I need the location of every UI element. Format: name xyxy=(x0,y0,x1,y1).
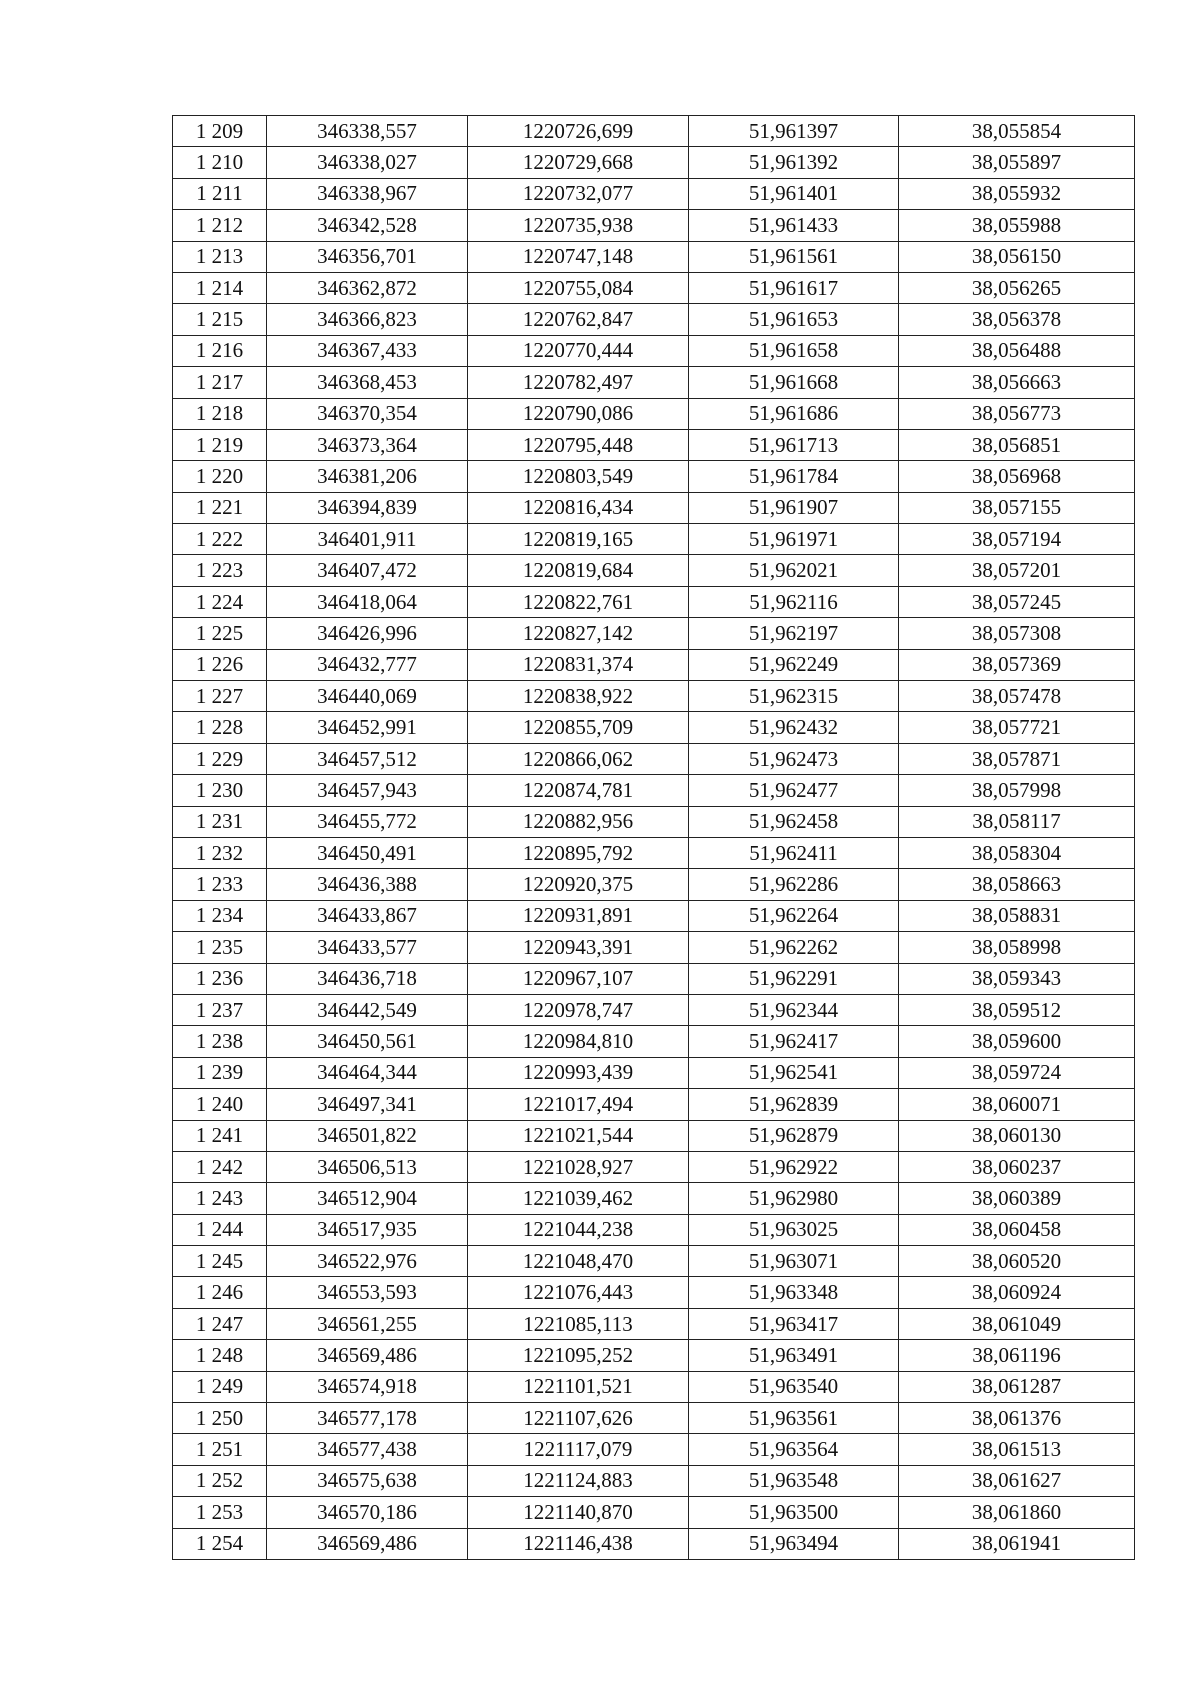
longitude-cell: 38,060389 xyxy=(899,1183,1135,1214)
point-number-cell: 1 221 xyxy=(173,492,267,523)
latitude-cell: 51,962249 xyxy=(689,649,899,680)
x-coordinate-cell: 346497,341 xyxy=(267,1089,468,1120)
point-number-cell: 1 249 xyxy=(173,1371,267,1402)
y-coordinate-cell: 1220838,922 xyxy=(468,681,689,712)
latitude-cell: 51,962458 xyxy=(689,806,899,837)
point-number-cell: 1 227 xyxy=(173,681,267,712)
y-coordinate-cell: 1220831,374 xyxy=(468,649,689,680)
longitude-cell: 38,055932 xyxy=(899,178,1135,209)
y-coordinate-cell: 1220729,668 xyxy=(468,147,689,178)
y-coordinate-cell: 1220782,497 xyxy=(468,367,689,398)
y-coordinate-cell: 1221028,927 xyxy=(468,1151,689,1182)
latitude-cell: 51,962344 xyxy=(689,994,899,1025)
x-coordinate-cell: 346440,069 xyxy=(267,681,468,712)
x-coordinate-cell: 346367,433 xyxy=(267,335,468,366)
longitude-cell: 38,056488 xyxy=(899,335,1135,366)
table-row xyxy=(173,555,1135,586)
y-coordinate-cell: 1220967,107 xyxy=(468,963,689,994)
point-number-cell: 1 214 xyxy=(173,272,267,303)
x-coordinate-cell: 346517,935 xyxy=(267,1214,468,1245)
point-number-cell: 1 242 xyxy=(173,1151,267,1182)
longitude-cell: 38,056150 xyxy=(899,241,1135,272)
y-coordinate-cell: 1220855,709 xyxy=(468,712,689,743)
x-coordinate-cell: 346501,822 xyxy=(267,1120,468,1151)
point-number-cell: 1 234 xyxy=(173,900,267,931)
point-number-cell: 1 215 xyxy=(173,304,267,335)
x-coordinate-cell: 346432,777 xyxy=(267,649,468,680)
table-row xyxy=(173,1403,1135,1434)
latitude-cell: 51,963491 xyxy=(689,1340,899,1371)
table-row xyxy=(173,712,1135,743)
latitude-cell: 51,961668 xyxy=(689,367,899,398)
latitude-cell: 51,961561 xyxy=(689,241,899,272)
y-coordinate-cell: 1220920,375 xyxy=(468,869,689,900)
y-coordinate-cell: 1220747,148 xyxy=(468,241,689,272)
y-coordinate-cell: 1221039,462 xyxy=(468,1183,689,1214)
y-coordinate-cell: 1221124,883 xyxy=(468,1465,689,1496)
table-row xyxy=(173,1246,1135,1277)
x-coordinate-cell: 346436,718 xyxy=(267,963,468,994)
table-row xyxy=(173,367,1135,398)
table-row xyxy=(173,837,1135,868)
x-coordinate-cell: 346457,512 xyxy=(267,743,468,774)
x-coordinate-cell: 346436,388 xyxy=(267,869,468,900)
latitude-cell: 51,962839 xyxy=(689,1089,899,1120)
point-number-cell: 1 226 xyxy=(173,649,267,680)
latitude-cell: 51,961907 xyxy=(689,492,899,523)
latitude-cell: 51,963500 xyxy=(689,1497,899,1528)
point-number-cell: 1 246 xyxy=(173,1277,267,1308)
latitude-cell: 51,963564 xyxy=(689,1434,899,1465)
x-coordinate-cell: 346522,976 xyxy=(267,1246,468,1277)
table-row xyxy=(173,335,1135,366)
x-coordinate-cell: 346338,967 xyxy=(267,178,468,209)
latitude-cell: 51,962291 xyxy=(689,963,899,994)
y-coordinate-cell: 1220803,549 xyxy=(468,461,689,492)
longitude-cell: 38,058117 xyxy=(899,806,1135,837)
latitude-cell: 51,962286 xyxy=(689,869,899,900)
y-coordinate-cell: 1221076,443 xyxy=(468,1277,689,1308)
point-number-cell: 1 241 xyxy=(173,1120,267,1151)
x-coordinate-cell: 346442,549 xyxy=(267,994,468,1025)
x-coordinate-cell: 346394,839 xyxy=(267,492,468,523)
y-coordinate-cell: 1221117,079 xyxy=(468,1434,689,1465)
table-row xyxy=(173,492,1135,523)
latitude-cell: 51,962417 xyxy=(689,1026,899,1057)
point-number-cell: 1 228 xyxy=(173,712,267,743)
table-row xyxy=(173,241,1135,272)
longitude-cell: 38,057998 xyxy=(899,775,1135,806)
x-coordinate-cell: 346577,438 xyxy=(267,1434,468,1465)
table-row xyxy=(173,1277,1135,1308)
x-coordinate-cell: 346401,911 xyxy=(267,524,468,555)
x-coordinate-cell: 346362,872 xyxy=(267,272,468,303)
latitude-cell: 51,963561 xyxy=(689,1403,899,1434)
y-coordinate-cell: 1221017,494 xyxy=(468,1089,689,1120)
latitude-cell: 51,962116 xyxy=(689,586,899,617)
y-coordinate-cell: 1221044,238 xyxy=(468,1214,689,1245)
point-number-cell: 1 236 xyxy=(173,963,267,994)
table-row xyxy=(173,806,1135,837)
y-coordinate-cell: 1220770,444 xyxy=(468,335,689,366)
point-number-cell: 1 216 xyxy=(173,335,267,366)
latitude-cell: 51,963548 xyxy=(689,1465,899,1496)
y-coordinate-cell: 1220735,938 xyxy=(468,210,689,241)
longitude-cell: 38,058998 xyxy=(899,932,1135,963)
longitude-cell: 38,060924 xyxy=(899,1277,1135,1308)
latitude-cell: 51,962477 xyxy=(689,775,899,806)
longitude-cell: 38,055897 xyxy=(899,147,1135,178)
longitude-cell: 38,060071 xyxy=(899,1089,1135,1120)
point-number-cell: 1 220 xyxy=(173,461,267,492)
point-number-cell: 1 210 xyxy=(173,147,267,178)
latitude-cell: 51,961397 xyxy=(689,116,899,147)
longitude-cell: 38,055988 xyxy=(899,210,1135,241)
x-coordinate-cell: 346426,996 xyxy=(267,618,468,649)
longitude-cell: 38,060520 xyxy=(899,1246,1135,1277)
table-row xyxy=(173,649,1135,680)
latitude-cell: 51,962411 xyxy=(689,837,899,868)
table-row xyxy=(173,1497,1135,1528)
point-number-cell: 1 213 xyxy=(173,241,267,272)
y-coordinate-cell: 1220795,448 xyxy=(468,429,689,460)
table-row xyxy=(173,586,1135,617)
longitude-cell: 38,057369 xyxy=(899,649,1135,680)
y-coordinate-cell: 1221048,470 xyxy=(468,1246,689,1277)
point-number-cell: 1 253 xyxy=(173,1497,267,1528)
latitude-cell: 51,962315 xyxy=(689,681,899,712)
y-coordinate-cell: 1220819,165 xyxy=(468,524,689,555)
table-row xyxy=(173,900,1135,931)
point-number-cell: 1 219 xyxy=(173,429,267,460)
longitude-cell: 38,056773 xyxy=(899,398,1135,429)
longitude-cell: 38,058663 xyxy=(899,869,1135,900)
y-coordinate-cell: 1221021,544 xyxy=(468,1120,689,1151)
longitude-cell: 38,061513 xyxy=(899,1434,1135,1465)
latitude-cell: 51,963540 xyxy=(689,1371,899,1402)
table-row xyxy=(173,1151,1135,1182)
longitude-cell: 38,060458 xyxy=(899,1214,1135,1245)
x-coordinate-cell: 346373,364 xyxy=(267,429,468,460)
longitude-cell: 38,057871 xyxy=(899,743,1135,774)
x-coordinate-cell: 346561,255 xyxy=(267,1308,468,1339)
table-row xyxy=(173,743,1135,774)
table-row xyxy=(173,272,1135,303)
table-row xyxy=(173,994,1135,1025)
longitude-cell: 38,057245 xyxy=(899,586,1135,617)
table-row xyxy=(173,461,1135,492)
coordinates-table-body xyxy=(173,116,1135,1560)
point-number-cell: 1 243 xyxy=(173,1183,267,1214)
table-row xyxy=(173,1434,1135,1465)
x-coordinate-cell: 346569,486 xyxy=(267,1340,468,1371)
table-row xyxy=(173,775,1135,806)
latitude-cell: 51,962432 xyxy=(689,712,899,743)
table-row xyxy=(173,178,1135,209)
latitude-cell: 51,961658 xyxy=(689,335,899,366)
table-row xyxy=(173,524,1135,555)
latitude-cell: 51,961784 xyxy=(689,461,899,492)
y-coordinate-cell: 1220816,434 xyxy=(468,492,689,523)
table-row xyxy=(173,429,1135,460)
longitude-cell: 38,057201 xyxy=(899,555,1135,586)
y-coordinate-cell: 1220866,062 xyxy=(468,743,689,774)
x-coordinate-cell: 346338,027 xyxy=(267,147,468,178)
table-row xyxy=(173,116,1135,147)
x-coordinate-cell: 346338,557 xyxy=(267,116,468,147)
latitude-cell: 51,962541 xyxy=(689,1057,899,1088)
point-number-cell: 1 224 xyxy=(173,586,267,617)
longitude-cell: 38,061941 xyxy=(899,1528,1135,1559)
point-number-cell: 1 232 xyxy=(173,837,267,868)
x-coordinate-cell: 346455,772 xyxy=(267,806,468,837)
point-number-cell: 1 225 xyxy=(173,618,267,649)
table-row xyxy=(173,1183,1135,1214)
y-coordinate-cell: 1220790,086 xyxy=(468,398,689,429)
point-number-cell: 1 217 xyxy=(173,367,267,398)
table-row xyxy=(173,932,1135,963)
y-coordinate-cell: 1220732,077 xyxy=(468,178,689,209)
longitude-cell: 38,056968 xyxy=(899,461,1135,492)
point-number-cell: 1 229 xyxy=(173,743,267,774)
longitude-cell: 38,057308 xyxy=(899,618,1135,649)
y-coordinate-cell: 1220726,699 xyxy=(468,116,689,147)
table-row xyxy=(173,618,1135,649)
point-number-cell: 1 231 xyxy=(173,806,267,837)
latitude-cell: 51,961433 xyxy=(689,210,899,241)
latitude-cell: 51,961686 xyxy=(689,398,899,429)
x-coordinate-cell: 346433,867 xyxy=(267,900,468,931)
y-coordinate-cell: 1220827,142 xyxy=(468,618,689,649)
latitude-cell: 51,962264 xyxy=(689,900,899,931)
point-number-cell: 1 237 xyxy=(173,994,267,1025)
latitude-cell: 51,962922 xyxy=(689,1151,899,1182)
x-coordinate-cell: 346407,472 xyxy=(267,555,468,586)
longitude-cell: 38,057478 xyxy=(899,681,1135,712)
table-row xyxy=(173,963,1135,994)
table-row xyxy=(173,1089,1135,1120)
x-coordinate-cell: 346366,823 xyxy=(267,304,468,335)
longitude-cell: 38,061376 xyxy=(899,1403,1135,1434)
point-number-cell: 1 235 xyxy=(173,932,267,963)
latitude-cell: 51,961653 xyxy=(689,304,899,335)
point-number-cell: 1 223 xyxy=(173,555,267,586)
x-coordinate-cell: 346575,638 xyxy=(267,1465,468,1496)
table-row xyxy=(173,147,1135,178)
longitude-cell: 38,061287 xyxy=(899,1371,1135,1402)
y-coordinate-cell: 1220931,891 xyxy=(468,900,689,931)
point-number-cell: 1 251 xyxy=(173,1434,267,1465)
longitude-cell: 38,059512 xyxy=(899,994,1135,1025)
y-coordinate-cell: 1220822,761 xyxy=(468,586,689,617)
longitude-cell: 38,061196 xyxy=(899,1340,1135,1371)
y-coordinate-cell: 1221146,438 xyxy=(468,1528,689,1559)
y-coordinate-cell: 1220943,391 xyxy=(468,932,689,963)
x-coordinate-cell: 346452,991 xyxy=(267,712,468,743)
y-coordinate-cell: 1220755,084 xyxy=(468,272,689,303)
longitude-cell: 38,060130 xyxy=(899,1120,1135,1151)
longitude-cell: 38,059343 xyxy=(899,963,1135,994)
latitude-cell: 51,962021 xyxy=(689,555,899,586)
x-coordinate-cell: 346464,344 xyxy=(267,1057,468,1088)
point-number-cell: 1 244 xyxy=(173,1214,267,1245)
point-number-cell: 1 238 xyxy=(173,1026,267,1057)
table-row xyxy=(173,1057,1135,1088)
point-number-cell: 1 233 xyxy=(173,869,267,900)
y-coordinate-cell: 1221140,870 xyxy=(468,1497,689,1528)
point-number-cell: 1 254 xyxy=(173,1528,267,1559)
table-row xyxy=(173,1340,1135,1371)
x-coordinate-cell: 346381,206 xyxy=(267,461,468,492)
longitude-cell: 38,056265 xyxy=(899,272,1135,303)
point-number-cell: 1 212 xyxy=(173,210,267,241)
x-coordinate-cell: 346457,943 xyxy=(267,775,468,806)
table-row xyxy=(173,1214,1135,1245)
longitude-cell: 38,059600 xyxy=(899,1026,1135,1057)
longitude-cell: 38,057155 xyxy=(899,492,1135,523)
y-coordinate-cell: 1220762,847 xyxy=(468,304,689,335)
latitude-cell: 51,961401 xyxy=(689,178,899,209)
table-row xyxy=(173,1120,1135,1151)
y-coordinate-cell: 1220882,956 xyxy=(468,806,689,837)
x-coordinate-cell: 346433,577 xyxy=(267,932,468,963)
table-row xyxy=(173,1528,1135,1559)
table-row xyxy=(173,869,1135,900)
longitude-cell: 38,058831 xyxy=(899,900,1135,931)
longitude-cell: 38,056378 xyxy=(899,304,1135,335)
point-number-cell: 1 211 xyxy=(173,178,267,209)
point-number-cell: 1 222 xyxy=(173,524,267,555)
x-coordinate-cell: 346370,354 xyxy=(267,398,468,429)
latitude-cell: 51,961971 xyxy=(689,524,899,555)
point-number-cell: 1 239 xyxy=(173,1057,267,1088)
y-coordinate-cell: 1220978,747 xyxy=(468,994,689,1025)
table-row xyxy=(173,681,1135,712)
longitude-cell: 38,056663 xyxy=(899,367,1135,398)
longitude-cell: 38,060237 xyxy=(899,1151,1135,1182)
x-coordinate-cell: 346418,064 xyxy=(267,586,468,617)
point-number-cell: 1 250 xyxy=(173,1403,267,1434)
y-coordinate-cell: 1220984,810 xyxy=(468,1026,689,1057)
latitude-cell: 51,962980 xyxy=(689,1183,899,1214)
longitude-cell: 38,061627 xyxy=(899,1465,1135,1496)
y-coordinate-cell: 1221107,626 xyxy=(468,1403,689,1434)
x-coordinate-cell: 346506,513 xyxy=(267,1151,468,1182)
latitude-cell: 51,963025 xyxy=(689,1214,899,1245)
latitude-cell: 51,962262 xyxy=(689,932,899,963)
y-coordinate-cell: 1220874,781 xyxy=(468,775,689,806)
x-coordinate-cell: 346570,186 xyxy=(267,1497,468,1528)
table-row xyxy=(173,210,1135,241)
latitude-cell: 51,962879 xyxy=(689,1120,899,1151)
longitude-cell: 38,057721 xyxy=(899,712,1135,743)
latitude-cell: 51,963494 xyxy=(689,1528,899,1559)
longitude-cell: 38,061049 xyxy=(899,1308,1135,1339)
coordinates-table xyxy=(172,115,1135,1560)
table-row xyxy=(173,1465,1135,1496)
point-number-cell: 1 218 xyxy=(173,398,267,429)
point-number-cell: 1 245 xyxy=(173,1246,267,1277)
longitude-cell: 38,061860 xyxy=(899,1497,1135,1528)
longitude-cell: 38,057194 xyxy=(899,524,1135,555)
x-coordinate-cell: 346356,701 xyxy=(267,241,468,272)
table-row xyxy=(173,304,1135,335)
x-coordinate-cell: 346574,918 xyxy=(267,1371,468,1402)
table-row xyxy=(173,1371,1135,1402)
x-coordinate-cell: 346577,178 xyxy=(267,1403,468,1434)
latitude-cell: 51,962473 xyxy=(689,743,899,774)
latitude-cell: 51,961392 xyxy=(689,147,899,178)
y-coordinate-cell: 1221095,252 xyxy=(468,1340,689,1371)
latitude-cell: 51,961713 xyxy=(689,429,899,460)
longitude-cell: 38,058304 xyxy=(899,837,1135,868)
x-coordinate-cell: 346569,486 xyxy=(267,1528,468,1559)
longitude-cell: 38,056851 xyxy=(899,429,1135,460)
x-coordinate-cell: 346512,904 xyxy=(267,1183,468,1214)
y-coordinate-cell: 1220895,792 xyxy=(468,837,689,868)
latitude-cell: 51,963417 xyxy=(689,1308,899,1339)
longitude-cell: 38,059724 xyxy=(899,1057,1135,1088)
y-coordinate-cell: 1221101,521 xyxy=(468,1371,689,1402)
point-number-cell: 1 230 xyxy=(173,775,267,806)
y-coordinate-cell: 1221085,113 xyxy=(468,1308,689,1339)
x-coordinate-cell: 346368,453 xyxy=(267,367,468,398)
latitude-cell: 51,961617 xyxy=(689,272,899,303)
point-number-cell: 1 247 xyxy=(173,1308,267,1339)
latitude-cell: 51,962197 xyxy=(689,618,899,649)
y-coordinate-cell: 1220993,439 xyxy=(468,1057,689,1088)
point-number-cell: 1 252 xyxy=(173,1465,267,1496)
latitude-cell: 51,963071 xyxy=(689,1246,899,1277)
x-coordinate-cell: 346450,491 xyxy=(267,837,468,868)
table-row xyxy=(173,398,1135,429)
longitude-cell: 38,055854 xyxy=(899,116,1135,147)
point-number-cell: 1 248 xyxy=(173,1340,267,1371)
x-coordinate-cell: 346450,561 xyxy=(267,1026,468,1057)
point-number-cell: 1 240 xyxy=(173,1089,267,1120)
y-coordinate-cell: 1220819,684 xyxy=(468,555,689,586)
table-row xyxy=(173,1026,1135,1057)
table-row xyxy=(173,1308,1135,1339)
latitude-cell: 51,963348 xyxy=(689,1277,899,1308)
point-number-cell: 1 209 xyxy=(173,116,267,147)
x-coordinate-cell: 346553,593 xyxy=(267,1277,468,1308)
x-coordinate-cell: 346342,528 xyxy=(267,210,468,241)
